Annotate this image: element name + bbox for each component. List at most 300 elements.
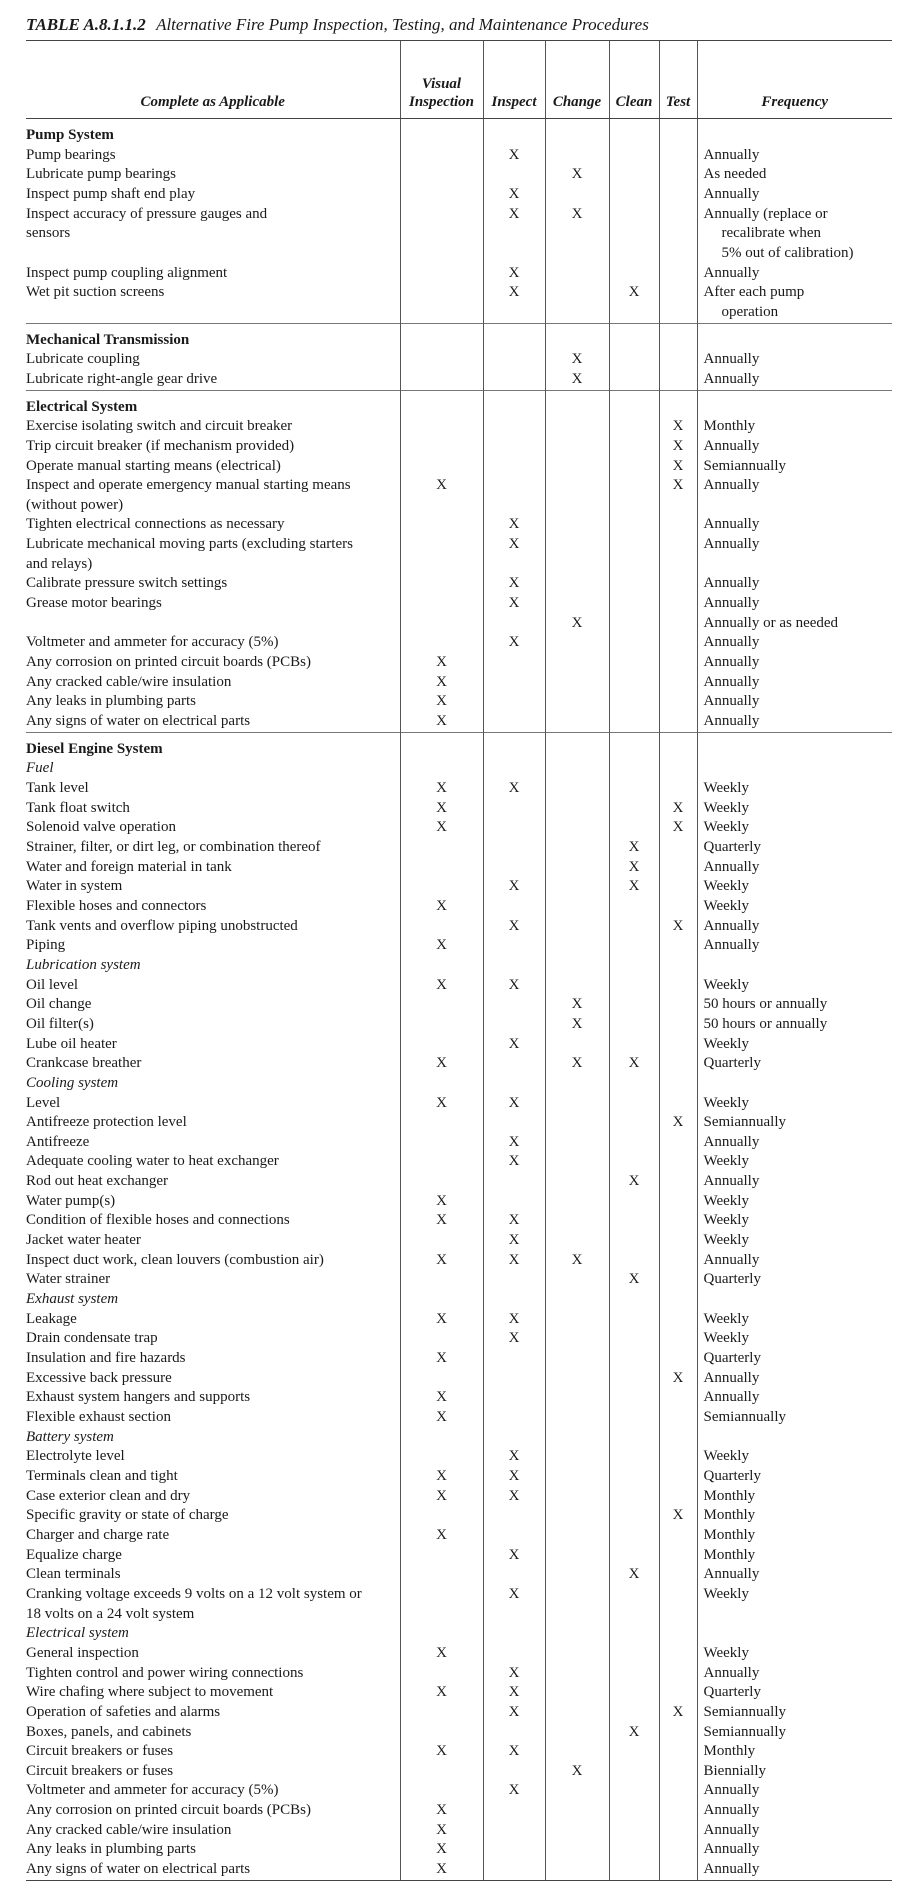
inspect-mark: X [483, 574, 545, 594]
inspect-mark [483, 417, 545, 437]
visual-inspection-mark [400, 1605, 483, 1625]
item-label: Operation of safeties and alarms [26, 1703, 221, 1720]
frequency-cell: Weekly [697, 1329, 892, 1349]
frequency-cell: Weekly [697, 1585, 892, 1605]
inspect-mark [483, 956, 545, 976]
clean-mark [609, 185, 659, 205]
table-row [26, 1349, 892, 1369]
frequency-cell: Quarterly [697, 1270, 892, 1290]
visual-inspection-mark: X [400, 779, 483, 799]
test-mark [659, 515, 697, 535]
item-label: Leakage [26, 1310, 77, 1327]
section-header-row [26, 732, 892, 759]
subsection-title: Fuel [26, 760, 54, 777]
clean-mark [609, 1152, 659, 1172]
clean-mark [609, 1742, 659, 1762]
item-label: Lubricate right-angle gear drive [26, 370, 218, 387]
item-label [26, 303, 400, 323]
table-row [26, 1447, 892, 1467]
change-mark [545, 1211, 609, 1231]
frequency-cell: Annually [697, 1565, 892, 1585]
frequency-cell: Weekly [697, 1152, 892, 1172]
inspect-mark [483, 457, 545, 477]
item-label: Equalize charge [26, 1546, 122, 1563]
table-row [26, 1840, 892, 1860]
inspect-mark [483, 712, 545, 732]
clean-mark [609, 390, 659, 417]
test-mark [659, 350, 697, 370]
item-label: Wire chafing where subject to movement [26, 1684, 274, 1701]
change-mark [545, 1231, 609, 1251]
frequency-cell: Weekly [697, 976, 892, 996]
item-label: Voltmeter and ammeter for accuracy (5%) [26, 634, 279, 651]
frequency-cell: Weekly [697, 1644, 892, 1664]
table-row [26, 1506, 892, 1526]
clean-mark [609, 594, 659, 614]
test-mark [659, 712, 697, 732]
clean-mark [609, 759, 659, 779]
inspect-mark: X [483, 1467, 545, 1487]
clean-mark [609, 165, 659, 185]
frequency-cell [697, 119, 892, 146]
item-label: Water and foreign material in tank [26, 858, 232, 875]
frequency-cell: Annually [697, 370, 892, 390]
frequency-cell: Weekly [697, 1231, 892, 1251]
frequency-cell: Monthly [697, 1506, 892, 1526]
visual-inspection-mark: X [400, 936, 483, 956]
frequency-cell: Quarterly [697, 1349, 892, 1369]
frequency-cell [697, 496, 892, 516]
inspect-mark [483, 224, 545, 244]
change-mark: X [545, 165, 609, 185]
test-mark [659, 283, 697, 303]
frequency-cell: Semiannually [697, 1113, 892, 1133]
table-row [26, 1310, 892, 1330]
item-label: Wet pit suction screens [26, 284, 165, 301]
item-label: Trip circuit breaker (if mechanism provided) [26, 437, 295, 454]
clean-mark [609, 224, 659, 244]
clean-mark [609, 1408, 659, 1428]
change-mark [545, 555, 609, 575]
visual-inspection-mark [400, 1152, 483, 1172]
frequency-cell: 50 hours or annually [697, 1015, 892, 1035]
table-row [26, 1644, 892, 1664]
clean-mark [609, 1703, 659, 1723]
frequency-cell [697, 1290, 892, 1310]
inspect-mark [483, 858, 545, 878]
change-mark [545, 1781, 609, 1801]
clean-mark [609, 692, 659, 712]
visual-inspection-mark [400, 390, 483, 417]
visual-inspection-mark [400, 417, 483, 437]
table-row [26, 1860, 892, 1880]
visual-inspection-mark: X [400, 1054, 483, 1074]
visual-inspection-mark [400, 1329, 483, 1349]
inspect-mark: X [483, 185, 545, 205]
table-row [26, 185, 892, 205]
frequency-cell: Annually [697, 1388, 892, 1408]
test-mark [659, 165, 697, 185]
clean-mark [609, 956, 659, 976]
visual-inspection-mark [400, 1270, 483, 1290]
change-mark [545, 936, 609, 956]
item-label: Oil filter(s) [26, 1015, 94, 1032]
test-mark [659, 264, 697, 284]
frequency-cell: Weekly [697, 1094, 892, 1114]
inspect-mark: X [483, 1152, 545, 1172]
clean-mark [609, 1585, 659, 1605]
frequency-cell: Weekly [697, 1447, 892, 1467]
table-row [26, 799, 892, 819]
section-header-row [26, 119, 892, 146]
item-label: Water in system [26, 878, 123, 895]
subsection-row [26, 1428, 892, 1448]
item-label: Jacket water heater [26, 1232, 141, 1249]
item-label: Tank level [26, 780, 89, 796]
clean-mark [609, 1644, 659, 1664]
visual-inspection-mark [400, 1506, 483, 1526]
clean-mark [609, 1349, 659, 1369]
inspect-mark [483, 244, 545, 264]
visual-inspection-mark [400, 1133, 483, 1153]
test-mark [659, 1408, 697, 1428]
section-title: Diesel Engine System [26, 732, 400, 759]
item-label: 18 volts on a 24 volt system [26, 1605, 195, 1622]
header-change: Change [545, 41, 609, 119]
frequency-cell [697, 956, 892, 976]
change-mark [545, 594, 609, 614]
clean-mark: X [609, 283, 659, 303]
visual-inspection-mark [400, 1585, 483, 1605]
test-mark [659, 1211, 697, 1231]
test-mark: X [659, 417, 697, 437]
inspect-mark: X [483, 1211, 545, 1231]
change-mark [545, 877, 609, 897]
visual-inspection-mark: X [400, 1487, 483, 1507]
test-mark [659, 653, 697, 673]
item-label: Lube oil heater [26, 1035, 117, 1052]
frequency-cell: Annually [697, 1172, 892, 1192]
change-mark [545, 264, 609, 284]
table-row [26, 457, 892, 477]
table-row [26, 303, 892, 323]
test-mark [659, 673, 697, 693]
test-mark [659, 1251, 697, 1271]
item-label: Terminals clean and tight [26, 1467, 178, 1484]
change-mark [545, 1644, 609, 1664]
frequency-cell: operation [697, 303, 892, 323]
test-mark [659, 1605, 697, 1625]
visual-inspection-mark: X [400, 1683, 483, 1703]
test-mark [659, 838, 697, 858]
test-mark [659, 1074, 697, 1094]
frequency-cell: Biennially [697, 1762, 892, 1782]
frequency-cell: Monthly [697, 1526, 892, 1546]
clean-mark [609, 936, 659, 956]
change-mark [545, 574, 609, 594]
change-mark: X [545, 1251, 609, 1271]
visual-inspection-mark [400, 1369, 483, 1389]
visual-inspection-mark [400, 732, 483, 759]
table-row [26, 417, 892, 437]
visual-inspection-mark: X [400, 653, 483, 673]
visual-inspection-mark [400, 437, 483, 457]
frequency-cell [697, 759, 892, 779]
frequency-cell [697, 1428, 892, 1448]
clean-mark [609, 555, 659, 575]
frequency-cell: After each pump [697, 283, 892, 303]
table-caption [26, 14, 892, 40]
frequency-cell: Monthly [697, 1546, 892, 1566]
table-row [26, 1192, 892, 1212]
change-mark [545, 1840, 609, 1860]
inspect-mark: X [483, 1133, 545, 1153]
visual-inspection-mark [400, 1447, 483, 1467]
visual-inspection-mark [400, 1035, 483, 1055]
inspect-mark [483, 1644, 545, 1664]
item-label: Tighten electrical connections as necessary [26, 516, 285, 533]
section-header-row [26, 390, 892, 417]
inspect-mark [483, 165, 545, 185]
procedures-table [26, 40, 892, 1881]
item-label: Specific gravity or state of charge [26, 1507, 229, 1524]
table-row [26, 146, 892, 166]
test-mark [659, 594, 697, 614]
test-mark [659, 732, 697, 759]
visual-inspection-mark [400, 244, 483, 264]
item-label: Insulation and fire hazards [26, 1350, 186, 1367]
change-mark [545, 976, 609, 996]
visual-inspection-mark [400, 496, 483, 516]
item-label: Any leaks in plumbing parts [26, 693, 196, 710]
test-mark [659, 1664, 697, 1684]
visual-inspection-mark [400, 917, 483, 937]
table-row [26, 437, 892, 457]
visual-inspection-mark: X [400, 712, 483, 732]
table-row [26, 1211, 892, 1231]
inspect-mark: X [483, 1447, 545, 1467]
item-label: Circuit breakers or fuses [26, 1762, 174, 1779]
inspect-mark [483, 555, 545, 575]
table-row [26, 496, 892, 516]
frequency-cell: Annually [697, 535, 892, 555]
item-label: Condition of flexible hoses and connections [26, 1212, 290, 1229]
item-label: Flexible hoses and connectors [26, 897, 207, 914]
table-number: TABLE A.8.1.1.2 [26, 15, 146, 34]
item-label: Rod out heat exchanger [26, 1173, 169, 1190]
test-mark: X [659, 457, 697, 477]
frequency-cell: Annually [697, 858, 892, 878]
subsection-title: Lubrication system [26, 956, 141, 973]
clean-mark [609, 437, 659, 457]
table-row [26, 1133, 892, 1153]
clean-mark [609, 1388, 659, 1408]
frequency-cell: Weekly [697, 1211, 892, 1231]
test-mark [659, 1585, 697, 1605]
change-mark [545, 712, 609, 732]
table-row [26, 692, 892, 712]
clean-mark: X [609, 1565, 659, 1585]
visual-inspection-mark [400, 185, 483, 205]
visual-inspection-mark: X [400, 976, 483, 996]
table-row [26, 1742, 892, 1762]
inspect-mark: X [483, 1683, 545, 1703]
clean-mark [609, 496, 659, 516]
table-row [26, 779, 892, 799]
change-mark [545, 1585, 609, 1605]
test-mark [659, 1152, 697, 1172]
clean-mark [609, 370, 659, 390]
change-mark [545, 633, 609, 653]
frequency-cell: recalibrate when [697, 224, 892, 244]
frequency-cell: Annually [697, 1781, 892, 1801]
clean-mark: X [609, 1054, 659, 1074]
change-mark [545, 224, 609, 244]
frequency-cell: Weekly [697, 818, 892, 838]
subsection-title: Exhaust system [26, 1291, 119, 1308]
visual-inspection-mark: X [400, 1211, 483, 1231]
frequency-cell: Annually [697, 594, 892, 614]
frequency-cell: Annually [697, 1821, 892, 1841]
test-mark [659, 1487, 697, 1507]
clean-mark [609, 1762, 659, 1782]
visual-inspection-mark [400, 1781, 483, 1801]
test-mark [659, 224, 697, 244]
inspect-mark: X [483, 1546, 545, 1566]
table-row [26, 1565, 892, 1585]
change-mark [545, 303, 609, 323]
test-mark [659, 1133, 697, 1153]
inspect-mark [483, 1526, 545, 1546]
frequency-cell: Monthly [697, 417, 892, 437]
change-mark [545, 799, 609, 819]
change-mark [545, 323, 609, 350]
frequency-cell: Weekly [697, 1310, 892, 1330]
header-inspect: Inspect [483, 41, 545, 119]
test-mark [659, 1349, 697, 1369]
change-mark [545, 1624, 609, 1644]
test-mark [659, 146, 697, 166]
table-row [26, 712, 892, 732]
change-mark [545, 1723, 609, 1743]
change-mark [545, 759, 609, 779]
clean-mark [609, 1113, 659, 1133]
table-row [26, 1408, 892, 1428]
inspect-mark [483, 1624, 545, 1644]
clean-mark [609, 1526, 659, 1546]
inspect-mark: X [483, 205, 545, 225]
clean-mark [609, 146, 659, 166]
clean-mark [609, 119, 659, 146]
change-mark [545, 1329, 609, 1349]
inspect-mark: X [483, 1664, 545, 1684]
visual-inspection-mark: X [400, 1094, 483, 1114]
inspect-mark: X [483, 1329, 545, 1349]
item-label: Calibrate pressure switch settings [26, 575, 228, 592]
clean-mark [609, 1251, 659, 1271]
change-mark [545, 1487, 609, 1507]
inspect-mark [483, 673, 545, 693]
table-row [26, 1231, 892, 1251]
test-mark [659, 1742, 697, 1762]
inspect-mark [483, 732, 545, 759]
clean-mark [609, 1074, 659, 1094]
clean-mark [609, 1605, 659, 1625]
change-mark: X [545, 1015, 609, 1035]
change-mark [545, 1664, 609, 1684]
test-mark: X [659, 437, 697, 457]
table-row [26, 1781, 892, 1801]
test-mark [659, 1015, 697, 1035]
test-mark [659, 976, 697, 996]
clean-mark [609, 799, 659, 819]
clean-mark [609, 995, 659, 1015]
frequency-cell [697, 1605, 892, 1625]
clean-mark [609, 1860, 659, 1880]
item-label: Inspect pump coupling alignment [26, 264, 228, 281]
item-label: Exercise isolating switch and circuit breaker [26, 418, 293, 435]
inspect-mark [483, 1565, 545, 1585]
item-label: Clean terminals [26, 1566, 121, 1583]
change-mark [545, 1369, 609, 1389]
frequency-cell [697, 323, 892, 350]
test-mark [659, 119, 697, 146]
change-mark [545, 1801, 609, 1821]
test-mark [659, 858, 697, 878]
item-label [26, 244, 400, 264]
test-mark [659, 496, 697, 516]
test-mark [659, 1035, 697, 1055]
test-mark: X [659, 1369, 697, 1389]
table-row [26, 594, 892, 614]
inspect-mark [483, 119, 545, 146]
item-label: Piping [26, 937, 66, 954]
change-mark [545, 858, 609, 878]
frequency-cell: Annually [697, 146, 892, 166]
table-row [26, 838, 892, 858]
table-row [26, 165, 892, 185]
inspect-mark: X [483, 535, 545, 555]
clean-mark [609, 457, 659, 477]
change-mark [545, 1388, 609, 1408]
visual-inspection-mark [400, 1624, 483, 1644]
inspect-mark [483, 437, 545, 457]
visual-inspection-mark [400, 838, 483, 858]
inspect-mark [483, 995, 545, 1015]
inspect-mark: X [483, 1094, 545, 1114]
visual-inspection-mark: X [400, 1821, 483, 1841]
change-mark [545, 1290, 609, 1310]
subsection-row [26, 1290, 892, 1310]
clean-mark [609, 1211, 659, 1231]
test-mark [659, 244, 697, 264]
subsection-row [26, 759, 892, 779]
change-mark [545, 653, 609, 673]
visual-inspection-mark [400, 594, 483, 614]
change-mark: X [545, 1762, 609, 1782]
frequency-cell: Monthly [697, 1742, 892, 1762]
visual-inspection-mark: X [400, 476, 483, 496]
visual-inspection-mark: X [400, 1251, 483, 1271]
clean-mark [609, 779, 659, 799]
inspect-mark [483, 1192, 545, 1212]
item-label: Water strainer [26, 1271, 111, 1288]
visual-inspection-mark [400, 858, 483, 878]
test-mark [659, 614, 697, 634]
table-row [26, 818, 892, 838]
change-mark [545, 1860, 609, 1880]
inspect-mark [483, 303, 545, 323]
